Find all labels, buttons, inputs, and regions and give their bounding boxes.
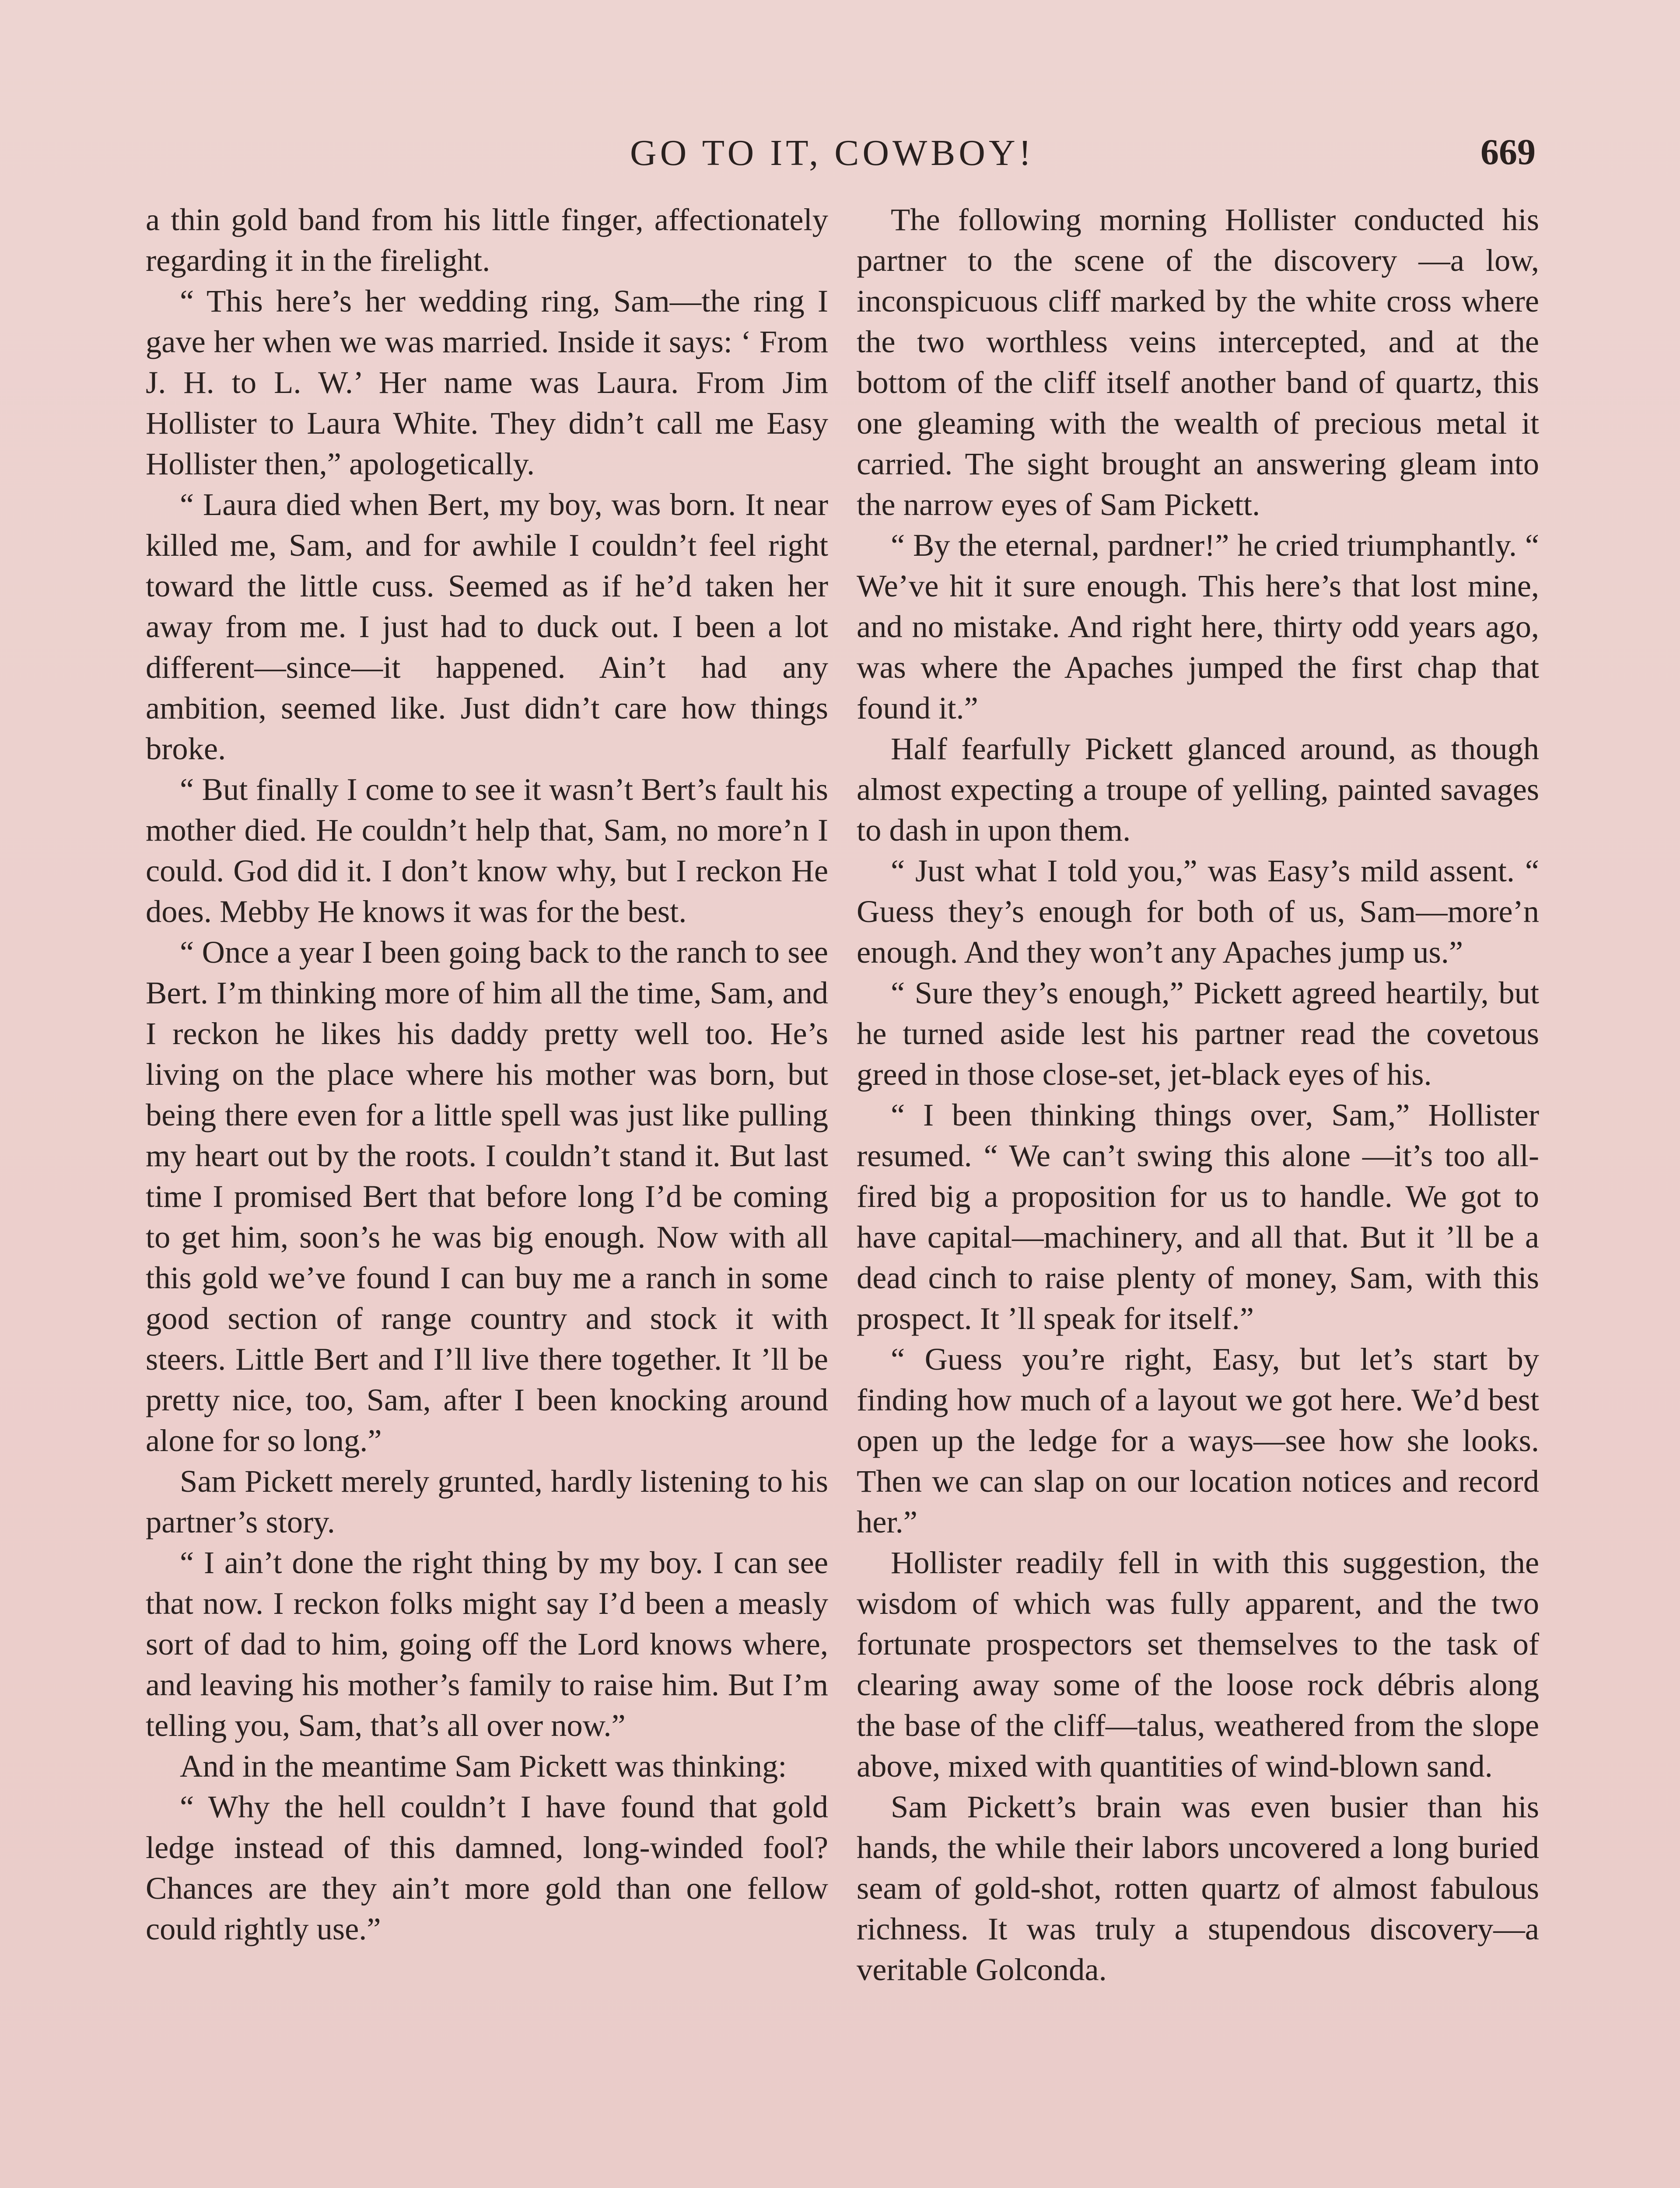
paragraph: “ Once a year I been going back to the ranch to see Bert. I’m thinking more of him all the time, Sam, and I reckon he likes his daddy pretty well too. He’s living on the place where his mother was born, but being there even for a little spell was just like pulling my heart out by the roots. I couldn’t stand it. But last time I promised Bert that before long I’d be coming to get him, soon’s he was big enough. Now with all this gold we’ve found I can buy me a ranch in some good section of range country and stock it with steers. Little Bert and I’ll live there together. It ’ll be pretty nice, too, Sam, after I been knocking around alone for so long.”	[146, 934, 828, 1458]
paragraph: Sam Pickett merely grunted, hardly listening to his partner’s story.	[146, 1463, 828, 1539]
left-column	[146, 199, 828, 1949]
paragraph: a thin gold band from his little finger, affectionately regarding it in the firelight.	[146, 202, 828, 278]
paragraph: “ This here’s her wedding ring, Sam—the ring I gave her when we was married. Inside it says: ‘ From J. H. to L. W.’ Her name was Laura. From Jim Hollister to Laura White. They didn’t call me Easy Hollister then,” apologetically.	[146, 283, 828, 481]
paragraph: “ Guess you’re right, Easy, but let’s start by finding how much of a layout we got here. We’d best open up the ledge for a ways—see how she looks. Then we can slap on our location notices and record her.”	[857, 1341, 1539, 1539]
page-number: 669	[1480, 132, 1536, 172]
paragraph: “ I been thinking things over, Sam,” Hollister resumed. “ We can’t swing this alone —it’s too all-fired big a proposition for us to handle. We got to have capital—machinery, and all that. But it ’ll be a dead cinch to raise plenty of money, Sam, with this prospect. It ’ll speak for itself.”	[857, 1097, 1539, 1336]
paragraph: “ Laura died when Bert, my boy, was born. It near killed me, Sam, and for awhile I couldn’t feel right toward the little cuss. Seemed as if he’d taken her away from me. I just had to duck out. I been a lot different—since—it happened. Ain’t had any ambition, seemed like. Just didn’t care how things broke.	[146, 487, 828, 766]
paragraph: And in the meantime Sam Pickett was thinking:	[180, 1748, 787, 1784]
paragraph: Hollister readily fell in with this suggestion, the wisdom of which was fully apparent, and the two fortunate prospectors set themselves to the task of clearing away some of the loose rock débris along the base of the cliff—talus, weathered from the slope above, mixed with quantities of wind-blown sand.	[857, 1545, 1539, 1784]
right-column	[857, 199, 1539, 1990]
paragraph: “ By the eternal, pardner!” he cried triumphantly. “ We’ve hit it sure enough. This here’s that lost mine, and no mistake. And right here, thirty odd years ago, was where the Apaches jumped the first chap that found it.”	[857, 527, 1539, 726]
paragraph: “ Sure they’s enough,” Pickett agreed heartily, but he turned aside lest his partner read the covetous greed in those close-set, jet-black eyes of his.	[857, 975, 1539, 1092]
paragraph: The following morning Hollister conducted his partner to the scene of the discovery —a low, inconspicuous cliff marked by the white cross where the two worthless veins intercepted, and at the bottom of the cliff itself another band of quartz, this one gleaming with the wealth of precious metal it carried. The sight brought an answering gleam into the narrow eyes of Sam Pickett.	[857, 202, 1539, 522]
page-header	[131, 127, 1536, 188]
paragraph: “ Just what I told you,” was Easy’s mild assent. “ Guess they’s enough for both of us, Sam—more’n enough. And they won’t any Apaches jump us.”	[857, 853, 1539, 970]
paragraph: Half fearfully Pickett glanced around, as though almost expecting a troupe of yelling, painted savages to dash in upon them.	[857, 731, 1539, 848]
paragraph: “ But finally I come to see it wasn’t Bert’s fault his mother died. He couldn’t help that, Sam, no more’n I could. God did it. I don’t know why, but I reckon He does. Mebby He knows it was for the best.	[146, 771, 828, 929]
paragraph: “ I ain’t done the right thing by my boy. I can see that now. I reckon folks might say I’d been a measly sort of dad to him, going off the Lord knows where, and leaving his mother’s family to raise him. But I’m telling you, Sam, that’s all over now.”	[146, 1545, 828, 1743]
paragraph: Sam Pickett’s brain was even busier than his hands, the while their labors uncovered a long buried seam of gold-shot, rotten quartz of almost fabulous richness. It was truly a stupendous discovery—a veritable Golconda.	[857, 1789, 1539, 1987]
running-head: GO TO IT, COWBOY!	[630, 133, 1035, 173]
paragraph: “ Why the hell couldn’t I have found that gold ledge instead of this damned, long-winded fool? Chances are they ain’t more gold than one fellow could rightly use.”	[146, 1789, 828, 1946]
